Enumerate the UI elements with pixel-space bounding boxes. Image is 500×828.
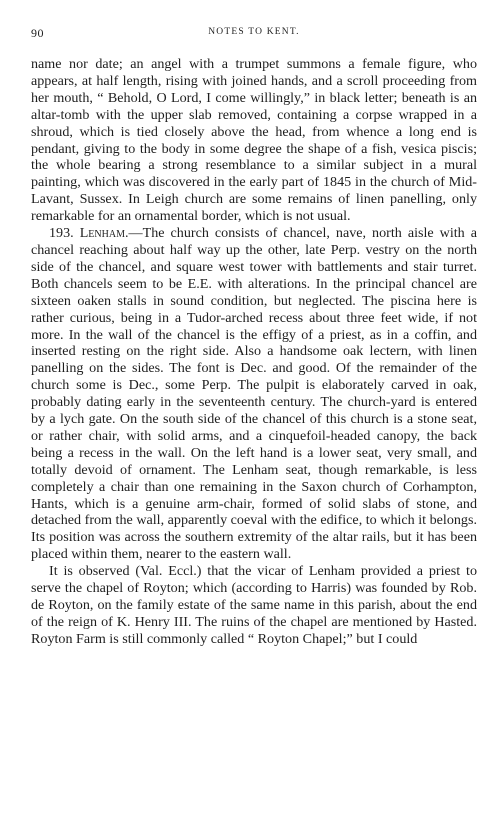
note-heading: Lenham. [79, 225, 129, 242]
page-number: 90 [31, 26, 44, 40]
body-text [31, 56, 477, 648]
paragraph-royton: It is observed (Val. Eccl.) that the vicar of Lenham provided a priest to serve the chapel of Royton; which (according to Harris) was founded by Rob. de Royton, on the family estate of the same name in this parish, about the end of the reign of K. Henry III. The ruins of the chapel are mentioned by Hasted. Royton Farm is still commonly called “ Royton Chapel;” but I could [31, 563, 477, 647]
note-number: 193. [49, 225, 74, 242]
running-head: NOTES TO KENT. [208, 27, 300, 37]
paragraph-lenham-text: —The church consists of chancel, nave, north aisle with a chancel reaching about half way up the other, late Perp. vestry on the north side of the chancel, and square west tower with battlements and stair turret. Both chancels seem to be E.E. with alterations. In the principal chancel are sixteen oaken stalls in sound condition, but neglected. The piscina here is rather curious, being in a Tudor-arched recess about three feet wide, if not more. In the wall of the chancel is the effigy of a priest, as in a coffin, and inserted resting on the right side. Also a handsome oak lectern, with linen panelling on the sides. The font is Dec. and good. Of the remainder of the church some is Dec., some Perp. The pulpit is elaborately carved in oak, probably dating early in the seventeenth century. The church-yard is entered by a lych gate. On the south side of the chancel of this church is a stone seat, or rather chair, with solid arms, and a cinquefoil-headed canopy, the back being a recess in the wall. On the left hand is a lower seat, very small, and totally devoid of ornament. The Lenham seat, though remarkable, is less completely a chair than one remaining in the Saxon church of Corhampton, Hants, which is a genuine arm-chair, formed of solid slabs of stone, and detached from the wall, apparently coeval with the edifice, to which it belongs. Its position was across the southern extremity of the altar rails, but it has been placed within them, nearer to the eastern wall. [31, 225, 477, 563]
paragraph-lenham [31, 225, 477, 563]
page-header [31, 26, 477, 44]
book-page [31, 26, 477, 648]
paragraph-continuation: name nor date; an angel with a trumpet summons a female figure, who appears, at half length, rising with joined hands, and a scroll proceeding from her mouth, “ Behold, O Lord, I come willingly,” in black letter; beneath is an altar-tomb with the upper slab removed, containing a corpse wrapped in a shroud, which is tied closely above the head, from whence a long end is pendant, giving to the body in some degree the shape of a fish, vesica piscis; the whole bearing a strong resemblance to a similar subject in a mural painting, which was discovered in the early part of 1845 in the church of Mid-Lavant, Sussex. In Leigh church are some remains of linen panelling, only remarkable for an ornamental border, which is not usual. [31, 56, 477, 225]
